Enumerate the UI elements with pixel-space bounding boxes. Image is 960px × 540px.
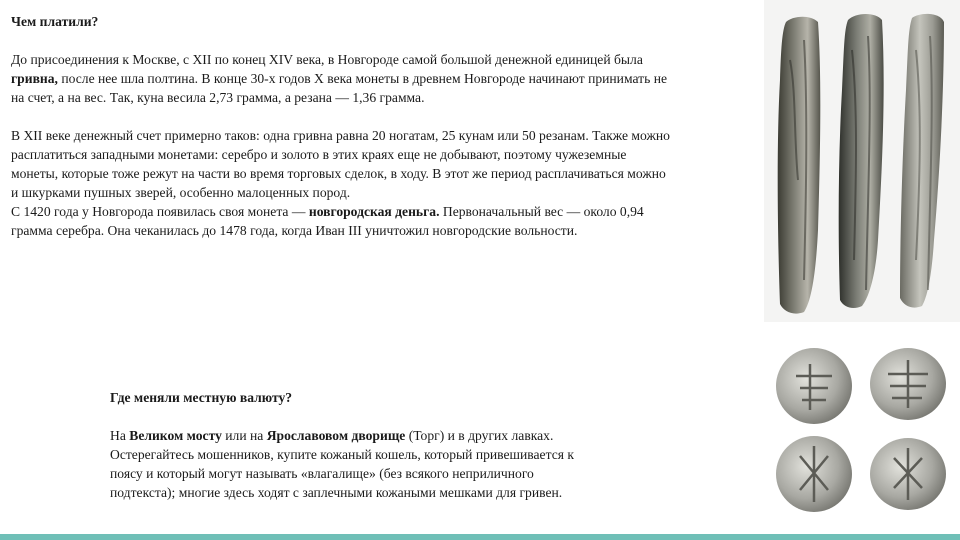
coins-illustration xyxy=(770,336,956,521)
payment-paragraph-2: В XII веке денежный счет примерно таков: одна гривна равна 20 ногатам, 25 кунам или 50 резанам. Также можно расплатиться западными монетами: серебро и золото в этих краях еще не добывают, поэтому чужеземные монеты, которые тоже режут на части во время торговых сделок, в ходу. В этот же период расплачиваться можно и шкурками пушных зверей, особенно малоценных пород. xyxy=(11,128,670,200)
great-bridge-term: Великом мосту xyxy=(129,428,222,443)
payment-paragraph-1: До присоединения к Москве, с XII по конец XIV века, в Новгороде самой большой денежной единицей была гривна, после нее шла полтина. В конце 30-х годов X века монеты в древнем Новгороде начинают принимать не на счет, а на вес. Так, куна весила 2,73 грамма, а резана — 1,36 грамма. xyxy=(11,52,667,105)
exchange-paragraph: На Великом мосту или на Ярославовом дворище (Торг) и в других лавках. Остерегайтесь мошенников, купите кожаный кошель, который привешивается к поясу и который могут называть «влагалище» (без всякого неприличного подтекста); многие здесь ходят с заплечными кожаными мешками для гривен. xyxy=(110,428,574,500)
payment-paragraph-3: С 1420 года у Новгорода появилась своя монета — новгородская деньга. Первоначальный вес — около 0,94 грамма серебра. Она чеканилась до 1478 года, когда Иван III уничтожил новгородские вольности. xyxy=(11,204,644,238)
exchange-section xyxy=(110,388,580,502)
novgorod-dengi-coins-photo xyxy=(770,336,956,521)
spacer xyxy=(11,31,671,50)
coin-1 xyxy=(776,348,852,424)
spacer xyxy=(11,107,671,126)
grivna-bars-illustration xyxy=(764,0,960,322)
grivna-bar-right xyxy=(900,14,944,308)
payment-heading: Чем платили? xyxy=(11,14,99,29)
novgorod-denga-term: новгородская деньга. xyxy=(308,204,440,219)
grivna-bars-photo xyxy=(764,0,960,322)
yaroslav-court-term: Ярославовом дворище xyxy=(266,428,406,443)
grivna-bar-left xyxy=(778,17,821,314)
grivna-term: гривна, xyxy=(11,71,58,86)
exchange-heading: Где меняли местную валюту? xyxy=(110,390,293,405)
spacer xyxy=(110,407,580,426)
footer-accent-bar xyxy=(0,534,960,540)
grivna-bar-middle xyxy=(839,14,884,308)
payment-section xyxy=(11,12,671,240)
